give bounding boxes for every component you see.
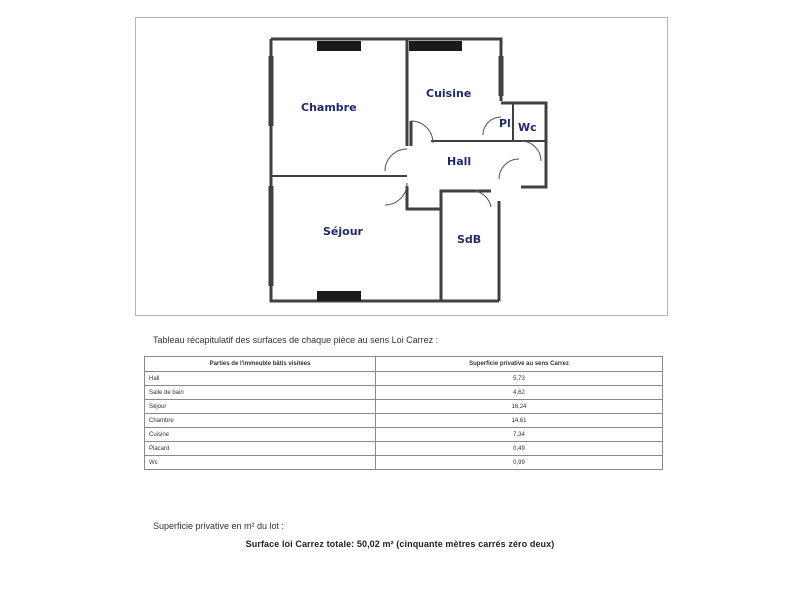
- total-surface: Surface loi Carrez totale: 50,02 m² (cinquante mètres carrés zéro deux): [245, 539, 555, 549]
- wall-wc: [501, 103, 546, 187]
- table-header-row: [145, 357, 663, 372]
- room-surface: 16,24: [376, 400, 663, 414]
- room-surface: 0,49: [376, 442, 663, 456]
- door-hall-right: [499, 159, 519, 179]
- room-label-cuisine: Cuisine: [426, 87, 472, 100]
- table-row: [145, 400, 663, 414]
- window-sejour: [317, 291, 361, 301]
- room-label-chambre: Chambre: [301, 101, 357, 114]
- floor-plan-frame: [135, 17, 668, 316]
- wall-sejour-hall: [407, 186, 441, 301]
- room-label-sdb: SdB: [457, 233, 482, 246]
- table-row: [145, 414, 663, 428]
- table-row: [145, 442, 663, 456]
- window-chambre: [317, 41, 361, 51]
- room-label-sejour: Séjour: [323, 225, 363, 238]
- room-label-wc: Wc: [518, 121, 537, 134]
- room-surface: 5,73: [376, 372, 663, 386]
- summary-caption: Tableau récapitulatif des surfaces de chaque pièce au sens Loi Carrez :: [153, 335, 439, 345]
- room-surface: 14,61: [376, 414, 663, 428]
- table-row: [145, 386, 663, 400]
- room-surface: 4,62: [376, 386, 663, 400]
- room-name: Hall: [145, 372, 376, 386]
- room-surface: 7,34: [376, 428, 663, 442]
- room-name: Séjour: [145, 400, 376, 414]
- door-sejour: [385, 183, 407, 205]
- window-cuisine: [409, 41, 462, 51]
- column-header-surface: Superficie privative au sens Carrez: [376, 357, 663, 372]
- room-surface: 0,99: [376, 456, 663, 470]
- floor-plan: [136, 18, 669, 317]
- room-name: Chambre: [145, 414, 376, 428]
- door-sdb: [475, 191, 491, 207]
- column-header-room: Parties de l'immeuble bâtis visitées: [145, 357, 376, 372]
- door-cuisine: [411, 121, 433, 143]
- table-row: [145, 372, 663, 386]
- wall-hall-sdb: [441, 191, 491, 209]
- room-name: Salle de bain: [145, 386, 376, 400]
- room-name: Placard: [145, 442, 376, 456]
- surface-table: [144, 356, 663, 470]
- lot-caption: Superficie privative en m² du lot :: [153, 521, 285, 531]
- room-name: Wc: [145, 456, 376, 470]
- room-label-hall: Hall: [447, 155, 472, 168]
- room-name: Cuisine: [145, 428, 376, 442]
- walls: [271, 39, 546, 301]
- table-row: [145, 428, 663, 442]
- door-wc: [521, 141, 541, 161]
- door-chambre: [385, 149, 407, 171]
- table-row: [145, 456, 663, 470]
- room-label-placard: Pl: [499, 117, 511, 130]
